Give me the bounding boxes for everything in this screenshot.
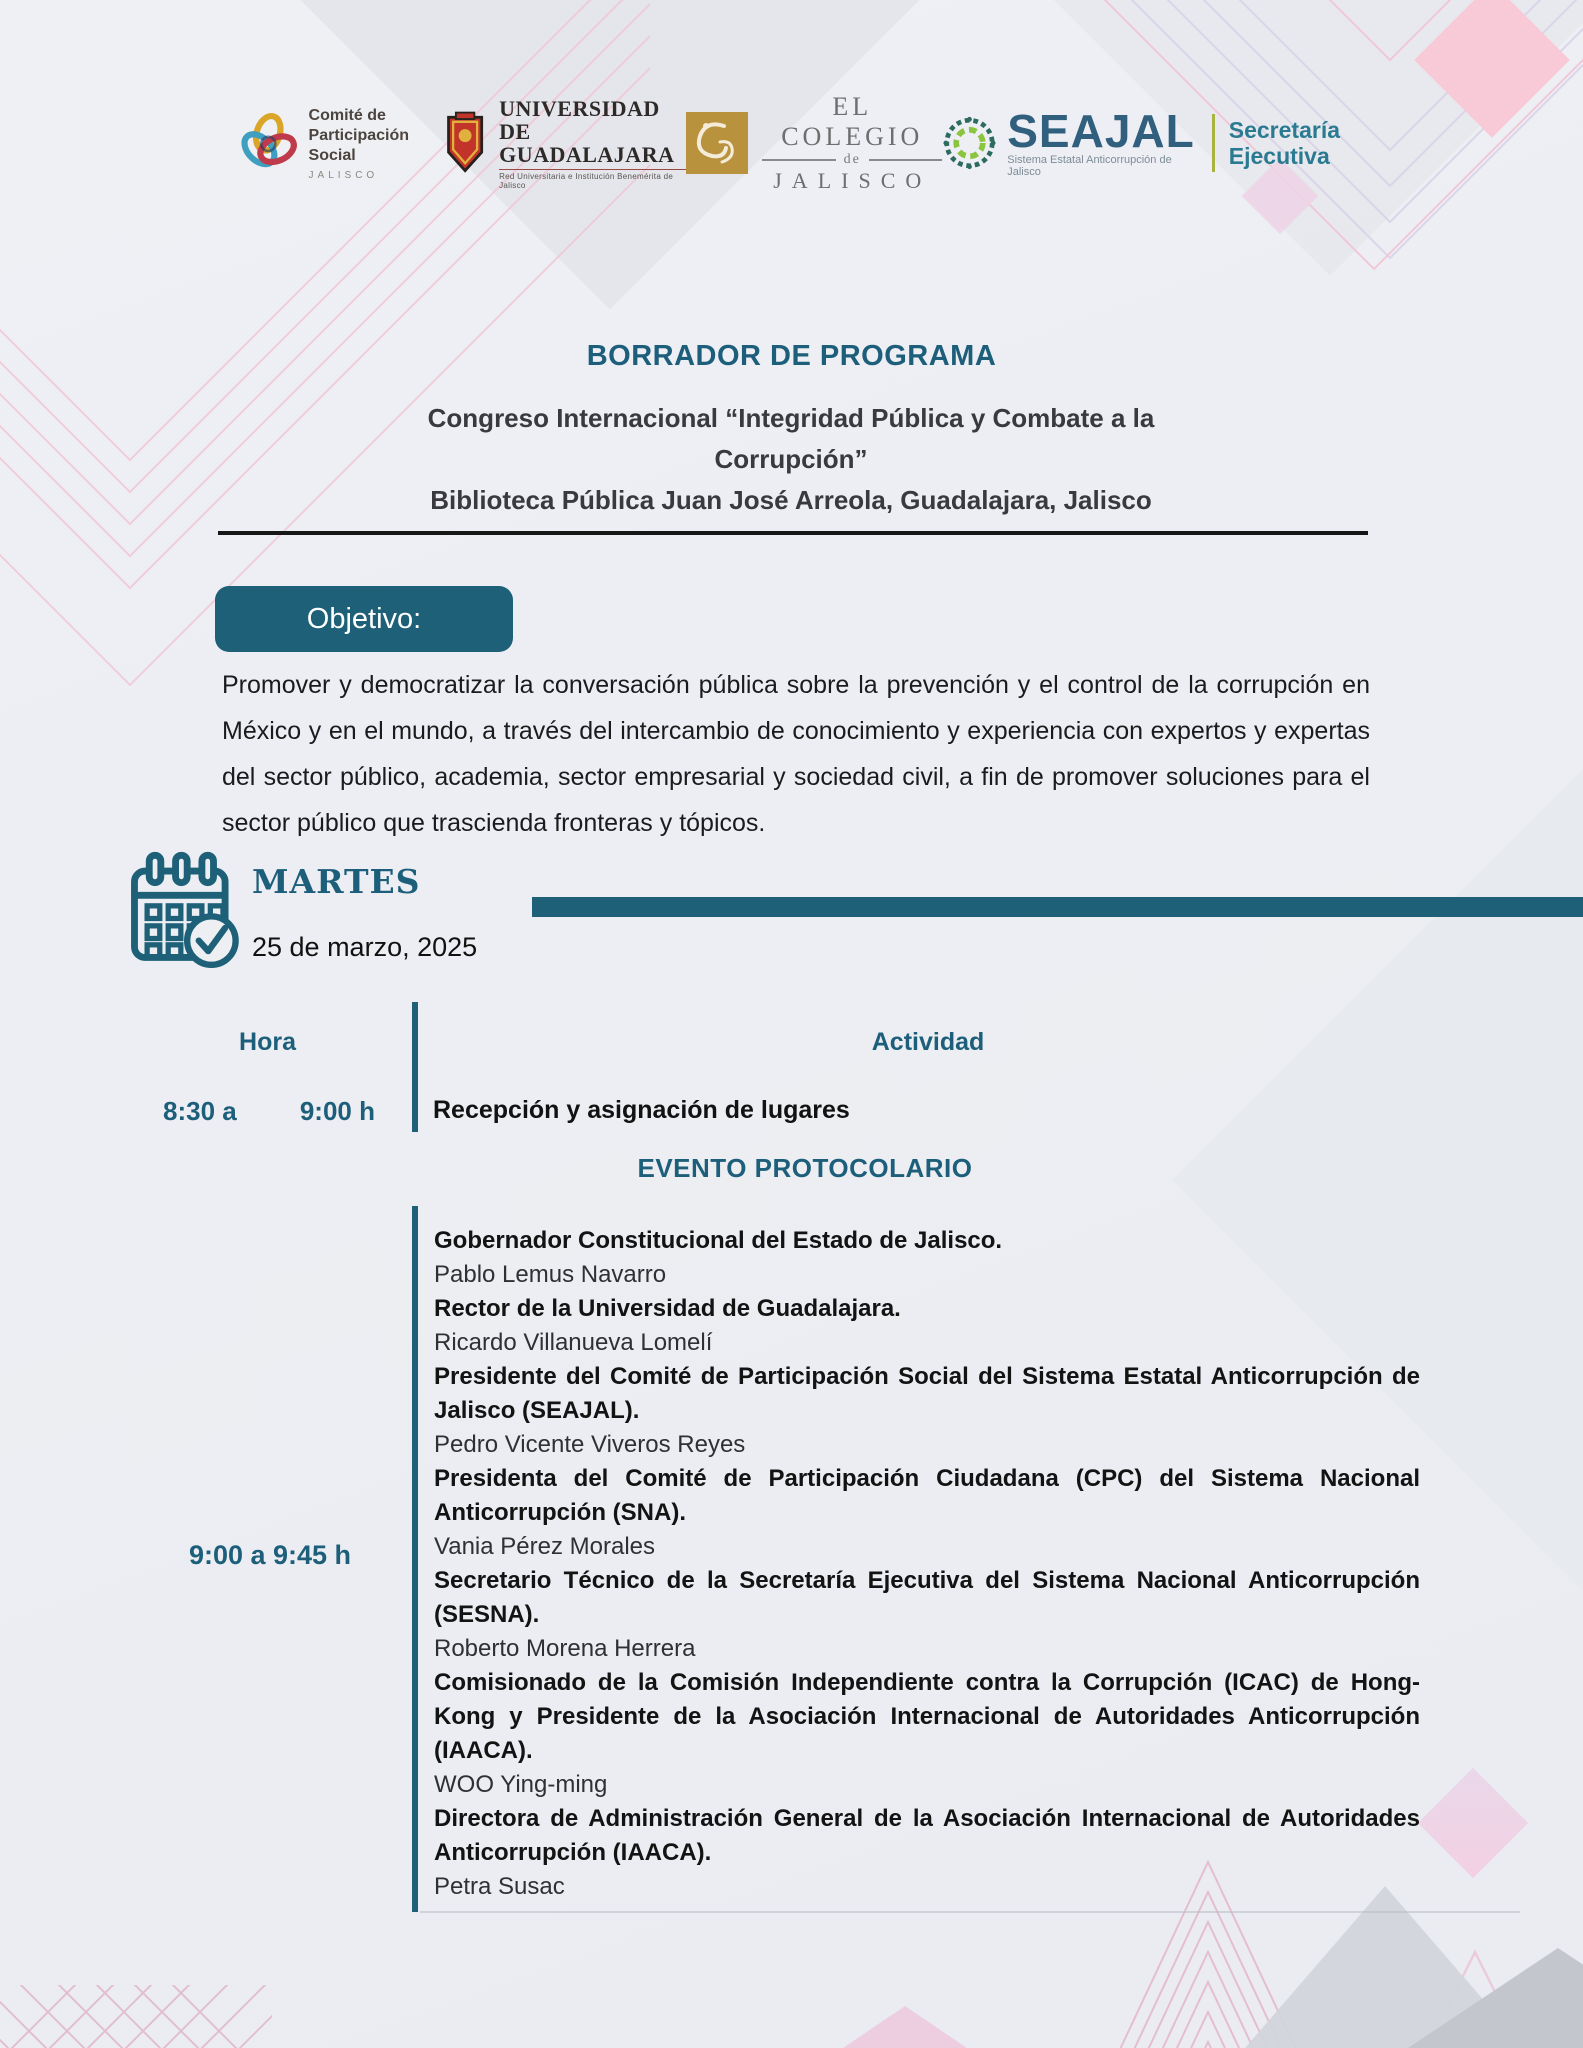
participant-name: Pablo Lemus Navarro	[434, 1261, 667, 1288]
seajal-unit-line1: Secretaría	[1228, 117, 1340, 143]
venue-line: Biblioteca Pública Juan José Arreola, Guadalajara, Jalisco	[430, 485, 1152, 515]
seajal-tagline: Sistema Estatal Anticorrupción de Jalisco	[1007, 153, 1172, 178]
participant-entry	[434, 1224, 1420, 1292]
logo-seajal	[942, 104, 1340, 178]
participant-entry	[434, 1360, 1420, 1462]
table-bottom-rule	[420, 1911, 1520, 1913]
participant-name: WOO Ying-ming	[434, 1771, 608, 1798]
day-accent-bar	[532, 897, 1583, 917]
udg-line1: UNIVERSIDAD DE	[499, 95, 660, 144]
participant-entry	[434, 1292, 1420, 1360]
cps-line2: Participación Social	[308, 126, 410, 164]
time-end: 9:00 h	[299, 1096, 375, 1126]
participant-entry	[434, 1462, 1420, 1564]
participant-name: Pedro Vicente Viveros Reyes	[434, 1431, 746, 1458]
participant-role: Rector de la Universidad de Guadalajara.	[434, 1295, 901, 1322]
objective-label-box	[215, 586, 513, 652]
participant-name: Roberto Morena Herrera	[434, 1635, 696, 1662]
time-start: 8:30 a	[163, 1096, 237, 1126]
seajal-wordmark: SEAJAL	[1007, 104, 1195, 157]
coljal-line2: de	[843, 152, 861, 167]
participant-name: Vania Pérez Morales	[434, 1533, 655, 1560]
column-header-time: Hora	[239, 1028, 296, 1056]
weekday-label: MARTES	[252, 862, 421, 901]
participant-role: Comisionado de la Comisión Independiente contra la Corrupción (ICAC) de Hong-Kong y Presidente de la Asociación Internacional de Autoridades Anticorrupción (IAACA).	[434, 1669, 1420, 1764]
logo-coljal	[686, 92, 942, 194]
participant-entry	[434, 1564, 1420, 1666]
section-title: EVENTO PROTOCOLARIO	[637, 1153, 973, 1183]
participant-role: Presidente del Comité de Participación Social del Sistema Estatal Anticorrupción de Jalisco (SEAJAL).	[434, 1363, 1420, 1424]
participant-role: Secretario Técnico de la Secretaría Ejecutiva del Sistema Nacional Anticorrupción (SESNA).	[434, 1567, 1420, 1628]
logo-udg	[443, 97, 686, 190]
pink-diamond-bottom-right	[1418, 1768, 1528, 1878]
doc-type-title: BORRADOR DE PROGRAMA	[586, 340, 997, 372]
congress-title-line2: Corrupción”	[714, 444, 868, 474]
cps-line3: JALISCO	[308, 169, 379, 181]
participant-role: Directora de Administración General de la Asociación Internacional de Autoridades Anticorrupción (IAACA).	[434, 1805, 1420, 1866]
participant-name: Petra Susac	[434, 1873, 565, 1900]
participant-role: Presidenta del Comité de Participación Ciudadana (CPC) del Sistema Nacional Anticorrupción (SNA).	[434, 1465, 1420, 1526]
schedule-row-time	[163, 1096, 375, 1127]
calendar-check-icon	[126, 850, 242, 968]
udg-shield-icon	[443, 109, 487, 177]
protocol-time: 9:00 a 9:45 h	[188, 1540, 352, 1570]
participant-role: Gobernador Constitucional del Estado de Jalisco.	[434, 1227, 1003, 1254]
udg-line3: Red Universitaria e Institución Benemérita de Jalisco	[499, 169, 686, 190]
pink-triangle-bottom	[843, 2006, 967, 2048]
participant-entry	[434, 1802, 1420, 1904]
congress-title-line1: Congreso Internacional “Integridad Pública y Combate a la	[427, 403, 1155, 433]
coljal-line1: EL COLEGIO	[781, 92, 924, 151]
date-label: 25 de marzo, 2025	[252, 932, 478, 962]
column-header-activity: Actividad	[871, 1028, 985, 1056]
table-divider-top	[412, 1002, 418, 1132]
cps-line1: Comité de	[308, 106, 386, 124]
schedule-row-activity: Recepción y asignación de lugares	[433, 1096, 850, 1124]
logo-strip	[240, 88, 1340, 198]
seajal-divider	[1212, 114, 1215, 172]
participant-name: Ricardo Villanueva Lomelí	[434, 1329, 713, 1356]
seajal-unit-line2: Ejecutiva	[1228, 143, 1330, 169]
protocol-participant-list	[434, 1224, 1420, 1904]
objective-label: Objetivo:	[306, 602, 422, 635]
congress-title	[180, 398, 1402, 521]
participant-entry	[434, 1666, 1420, 1802]
udg-line2: GUADALAJARA	[499, 141, 675, 167]
cps-emblem-icon	[240, 108, 297, 178]
coljal-monogram-icon	[686, 112, 748, 174]
bottom-left-lattice	[0, 1920, 368, 2048]
coljal-line3: JALISCO	[773, 168, 932, 193]
table-divider-protocol	[412, 1206, 418, 1912]
seajal-emblem-icon	[942, 114, 997, 172]
objective-body: Promover y democratizar la conversación pública sobre la prevención y el control de la corrupción en México y en el mundo, a través del intercambio de conocimiento y experiencia con expertos y expertas del sector público, academia, sector empresarial y sociedad civil, a fin de promover soluciones para el sector público que trascienda fronteras y tópicos.	[222, 671, 1370, 837]
title-rule	[218, 531, 1368, 535]
logo-cps	[240, 106, 443, 181]
